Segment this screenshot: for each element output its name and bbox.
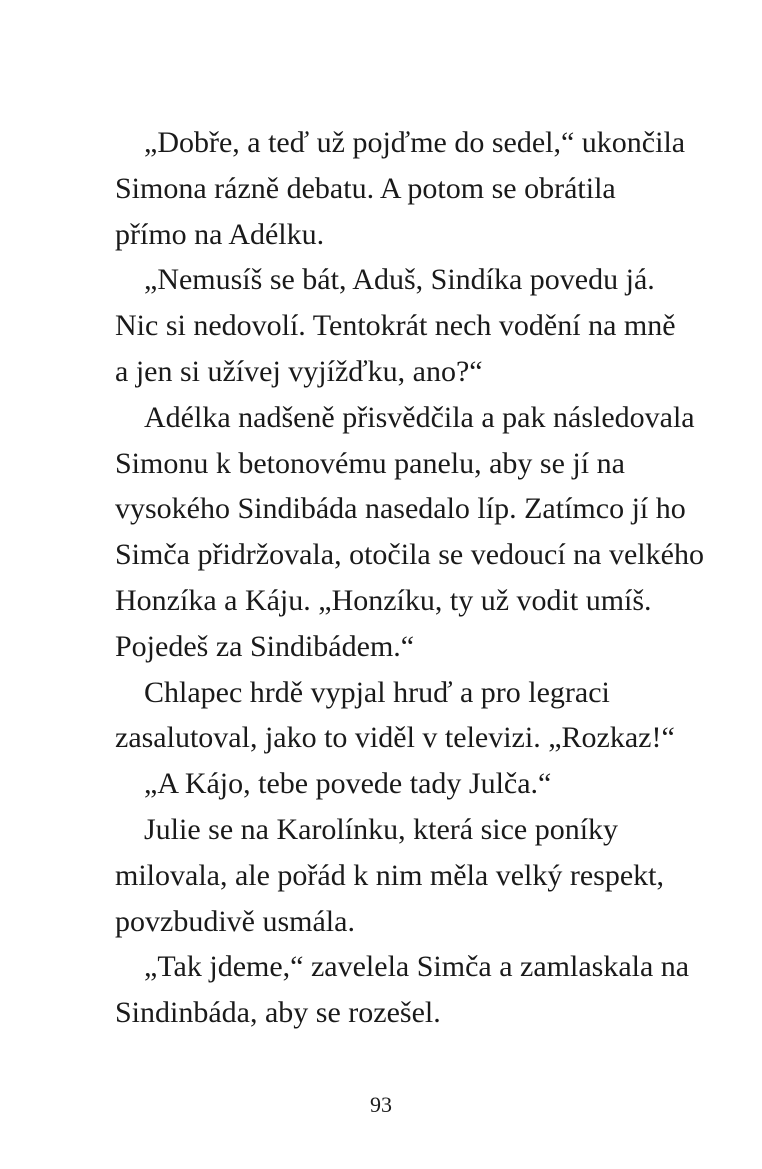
text-line: Simona rázně debatu. A potom se obrátila [115, 171, 616, 205]
page-number: 93 [370, 1092, 392, 1117]
text-line: zasalutoval, jako to viděl v televizi. „Rozkaz!“ [115, 721, 675, 755]
text-line: povzbudivě usmála. [115, 904, 355, 938]
text-line: milovala, ale pořád k nim měla velký respekt, [115, 858, 664, 892]
text-line: „A Kájo, tebe povede tady Julča.“ [144, 767, 552, 801]
text-line: „Tak jdeme,“ zavelela Simča a zamlaskala na [144, 950, 690, 984]
text-line: Nic si nedovolí. Tentokrát nech vodění na mně [115, 309, 676, 343]
text-line: Julie se na Karolínku, která sice poníky [144, 812, 619, 846]
text-line: Sindinbáda, aby se rozešel. [115, 996, 441, 1030]
text-line: Pojedeš za Sindibádem.“ [115, 629, 415, 663]
text-line: „Dobře, a teď už pojďme do sedel,“ ukončila [144, 126, 686, 159]
body-text [115, 120, 715, 1036]
text-line: „Nemusíš se bát, Aduš, Sindíka povedu já. [144, 263, 655, 297]
text-line: Simonu k betonovému panelu, aby se jí na [115, 446, 625, 480]
text-line: Chlapec hrdě vypjal hruď a pro legraci [144, 675, 610, 709]
text-line: a jen si užívej vyjížďku, ano?“ [115, 354, 483, 388]
text-line: Adélka nadšeně přisvědčila a pak následovala [144, 400, 695, 434]
text-line: vysokého Sindibáda nasedalo líp. Zatímco jí ho [115, 492, 686, 526]
text-line: přímo na Adélku. [115, 217, 325, 251]
text-line: Honzíka a Káju. „Honzíku, ty už vodit umíš. [115, 583, 652, 617]
text-line: Simča přidržovala, otočila se vedoucí na velkého [115, 538, 704, 572]
